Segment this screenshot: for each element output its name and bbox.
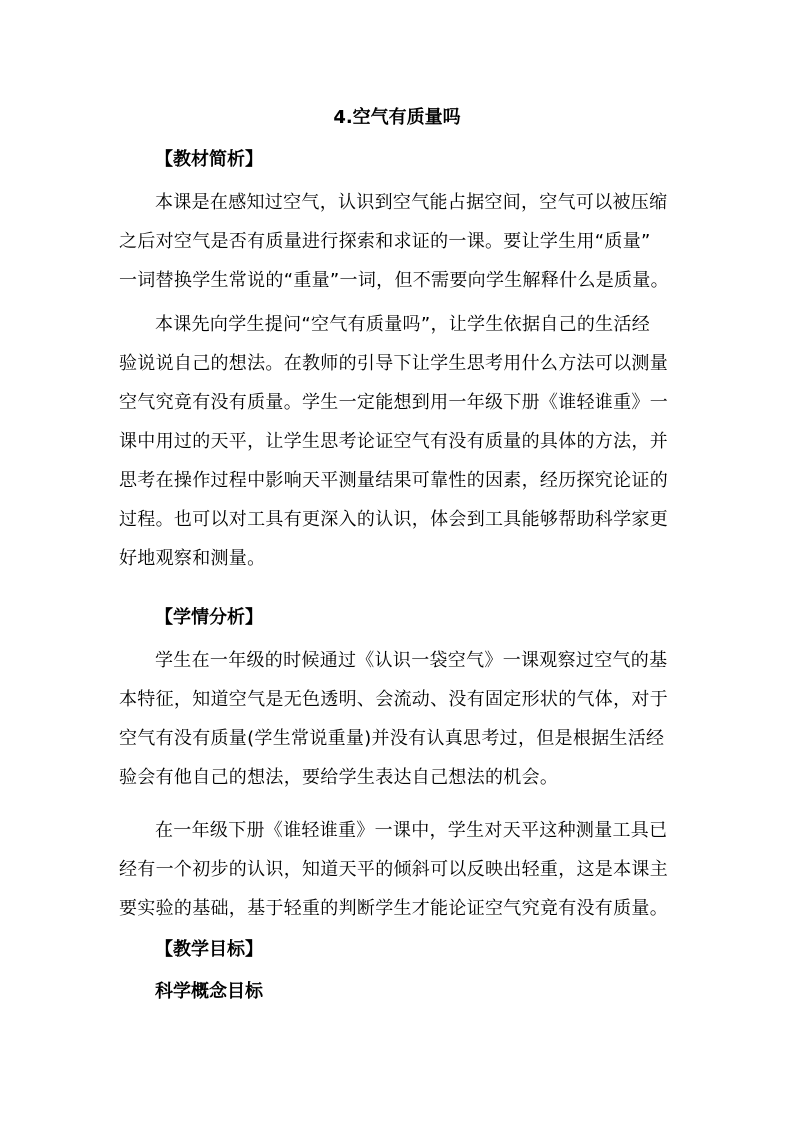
paragraph-line: 本课先向学生提问“空气有质量吗”，让学生依据自己的生活经 xyxy=(155,314,651,335)
paragraph-line: 空气究竟有没有质量。学生一定能想到用一年级下册《谁轻谁重》一 xyxy=(119,392,668,413)
subheading-science-concept-objectives: 科学概念目标 xyxy=(155,981,263,1002)
paragraph-line: 要实验的基础，基于轻重的判断学生才能论证空气究竟有没有质量。 xyxy=(119,898,668,919)
paragraph-line: 本特征，知道空气是无色透明、会流动、没有固定形状的气体，对于 xyxy=(119,689,668,710)
paragraph-line: 好地观察和测量。 xyxy=(119,548,266,569)
document-title: 4.空气有质量吗 xyxy=(333,107,461,128)
paragraph-line: 学生在一年级的时候通过《认识一袋空气》一课观察过空气的基 xyxy=(155,650,668,671)
paragraph-student-analysis-2 xyxy=(119,811,679,928)
section-heading-teaching-objectives: 【教学目标】 xyxy=(155,939,263,960)
paragraph-line: 经有一个初步的认识，知道天平的倾斜可以反映出轻重，这是本课主 xyxy=(119,859,668,880)
paragraph-line: 空气有没有质量(学生常说重量)并没有认真思考过，但是根据生活经 xyxy=(119,728,665,749)
paragraph-textbook-analysis-1 xyxy=(119,183,679,300)
paragraph-line: 课中用过的天平，让学生思考论证空气有没有质量的具体的方法，并 xyxy=(119,431,668,452)
paragraph-line: 验说说自己的想法。在教师的引导下让学生思考用什么方法可以测量 xyxy=(119,353,668,374)
paragraph-line: 思考在操作过程中影响天平测量结果可靠性的因素，经历探究论证的 xyxy=(119,470,668,491)
section-heading-textbook-analysis: 【教材简析】 xyxy=(155,149,263,170)
paragraph-textbook-analysis-2 xyxy=(119,305,679,578)
paragraph-student-analysis-1 xyxy=(119,641,679,797)
paragraph-line: 在一年级下册《谁轻谁重》一课中，学生对天平这种测量工具已 xyxy=(155,820,668,841)
section-heading-student-analysis: 【学情分析】 xyxy=(155,607,263,628)
paragraph-line: 本课是在感知过空气，认识到空气能占据空间，空气可以被压缩 xyxy=(155,192,668,213)
paragraph-line: 一词替换学生常说的“重量”一词，但不需要向学生解释什么是质量。 xyxy=(119,270,669,291)
paragraph-line: 过程。也可以对工具有更深入的认识，体会到工具能够帮助科学家更 xyxy=(119,509,668,530)
paragraph-line: 之后对空气是否有质量进行探索和求证的一课。要让学生用“质量” xyxy=(119,231,651,252)
paragraph-line: 验会有他自己的想法，要给学生表达自己想法的机会。 xyxy=(119,767,559,788)
